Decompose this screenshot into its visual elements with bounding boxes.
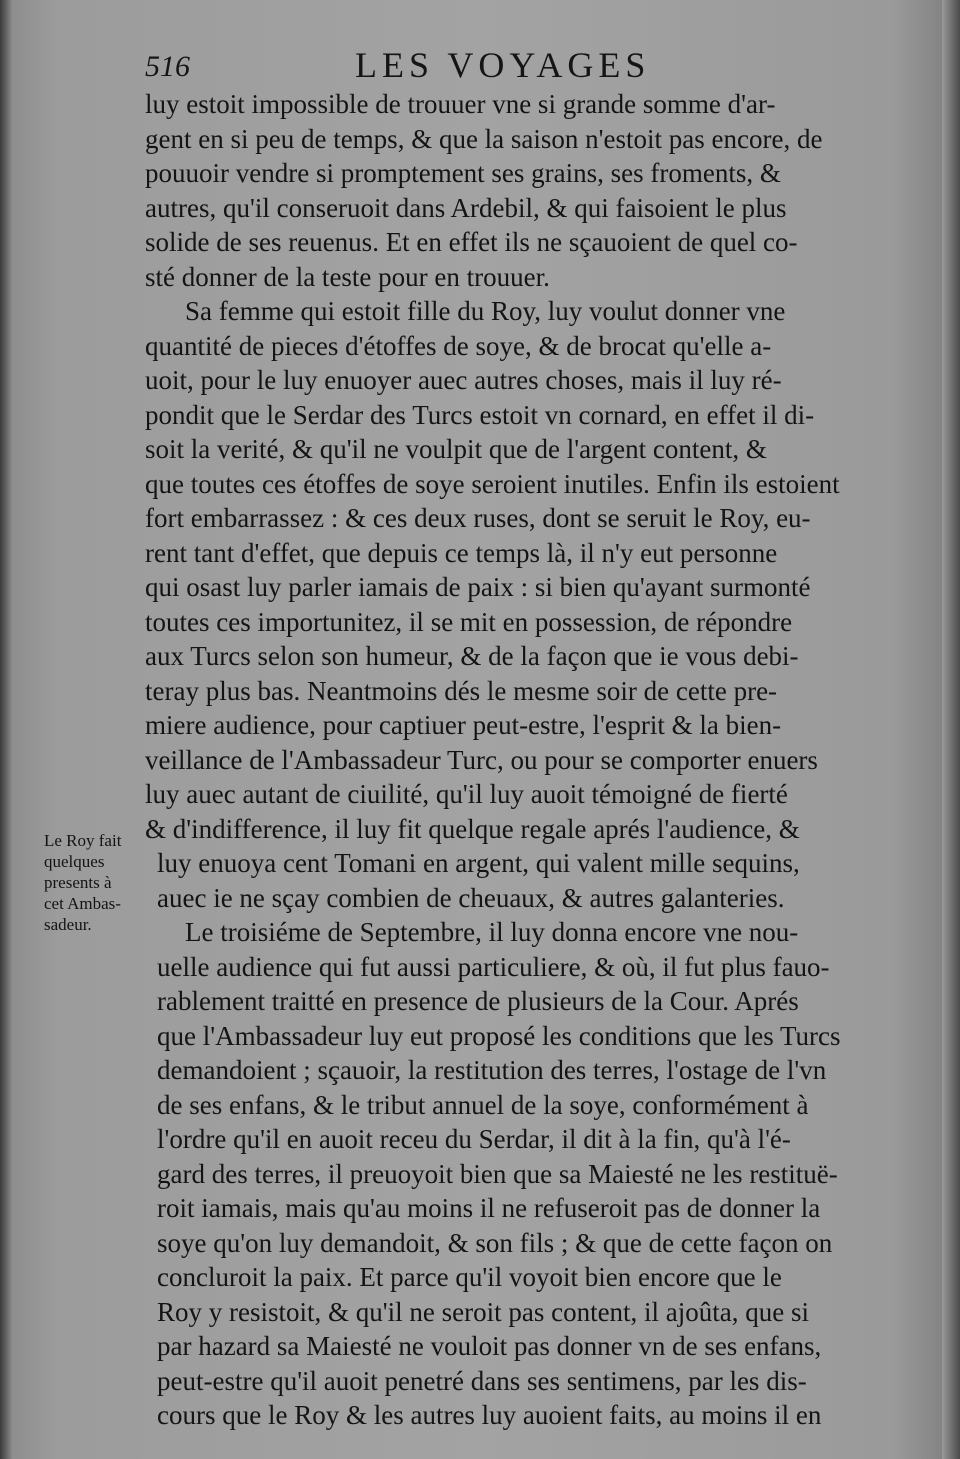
text-line: que l'Ambassadeur luy eut proposé les conditions que les Turcs xyxy=(157,1020,841,1051)
text-line: gent en si peu de temps, & que la saison n'estoit pas encore, de xyxy=(145,123,823,154)
body-text xyxy=(145,87,915,1433)
text-line: peut-estre qu'il auoit penetré dans ses sentimens, par les dis- xyxy=(157,1365,807,1396)
text-line: gard des terres, il preuoyoit bien que sa Maiesté ne les restituë- xyxy=(157,1158,838,1189)
text-line: aux Turcs selon son humeur, & de la façon que ie vous debi- xyxy=(145,641,799,671)
text-line: soye qu'on luy demandoit, & son fils ; & que de cette façon on xyxy=(157,1227,833,1258)
text-line: roit iamais, mais qu'au moins il ne refuseroit pas de donner la xyxy=(157,1193,821,1223)
margin-note-line: quelques xyxy=(44,852,105,871)
text-line: quantité de pieces d'étoffes de soye, & de brocat qu'elle a- xyxy=(145,330,772,361)
text-line: uoit, pour le luy enuoyer auec autres choses, mais il luy ré- xyxy=(145,365,782,395)
margin-note-line: presents à xyxy=(44,873,112,892)
text-line: rent tant d'effet, que depuis ce temps là, il n'y eut personne xyxy=(145,537,778,568)
text-line: cours que le Roy & les autres luy auoient faits, au moins il en xyxy=(157,1400,822,1430)
text-line: teray plus bas. Neantmoins dés le mesme soir de cette pre- xyxy=(145,675,778,706)
text-line: concluroit la paix. Et parce qu'il voyoit bien encore que le xyxy=(157,1262,782,1292)
page-right-edge xyxy=(942,0,960,1459)
text-line: Roy y resistoit, & qu'il ne seroit pas content, il ajoûta, que si xyxy=(157,1296,810,1327)
page-header xyxy=(145,42,915,92)
text-line: miere audience, pour captiuer peut-estre, l'esprit & la bien- xyxy=(145,710,782,740)
text-line: solide de ses reuenus. Et en effet ils ne sçauoient de quel co- xyxy=(145,227,798,257)
text-line: uelle audience qui fut aussi particuliere, & où, il fut plus fauo- xyxy=(157,951,830,982)
margin-note-line: cet Ambas- xyxy=(44,894,121,913)
text-line: pondit que le Serdar des Turcs estoit vn cornard, en effet il di- xyxy=(145,399,815,430)
text-line: rablement traitté en presence de plusieurs de la Cour. Aprés xyxy=(157,986,799,1016)
page-number: 516 xyxy=(145,50,190,83)
text-line: que toutes ces étoffes de soye seroient inutiles. Enfin ils estoient xyxy=(145,468,840,499)
text-line: toutes ces importunitez, il se mit en possession, de répondre xyxy=(145,606,793,637)
margin-note xyxy=(44,830,156,935)
text-line: autres, qu'il conseruoit dans Ardebil, & qui faisoient le plus xyxy=(145,192,787,223)
page-left-edge xyxy=(0,0,12,1459)
text-line: pouuoir vendre si promptement ses grains, ses froments, & xyxy=(145,158,781,188)
text-line: fort embarrassez : & ces deux ruses, dont se seruit le Roy, eu- xyxy=(145,503,811,533)
text-line: luy auec autant de ciuilité, qu'il luy auoit témoigné de fierté xyxy=(145,779,788,809)
text-line: Le troisiéme de Septembre, il luy donna encore vne nou- xyxy=(185,917,799,947)
text-line: l'ordre qu'il en auoit receu du Serdar, il dit à la fin, qu'à l'é- xyxy=(157,1124,791,1154)
text-line: veillance de l'Ambassadeur Turc, ou pour se comporter enuers xyxy=(145,744,818,775)
text-line: & d'indifference, il luy fit quelque regale aprés l'audience, & xyxy=(145,813,800,844)
text-line: auec ie ne sçay combien de cheuaux, & autres galanteries. xyxy=(157,882,785,913)
margin-note-line: sadeur. xyxy=(44,915,92,934)
text-line: qui osast luy parler iamais de paix : si bien qu'ayant surmonté xyxy=(145,572,811,602)
margin-note-line: Le Roy fait xyxy=(44,831,122,850)
text-line: de ses enfans, & le tribut annuel de la soye, conformément à xyxy=(157,1089,809,1120)
text-line: luy enuoya cent Tomani en argent, qui valent mille sequins, xyxy=(157,848,800,878)
text-line: luy estoit impossible de trouuer vne si grande somme d'ar- xyxy=(145,89,776,119)
text-line: Sa femme qui estoit fille du Roy, luy voulut donner vne xyxy=(185,296,786,326)
text-line: par hazard sa Maiesté ne vouloit pas donner vn de ses enfans, xyxy=(157,1331,822,1361)
text-line: soit la verité, & qu'il ne voulpit que de l'argent content, & xyxy=(145,434,767,464)
text-line: demandoient ; sçauoir, la restitution des terres, l'ostage de l'vn xyxy=(157,1055,827,1085)
text-line: sté donner de la teste pour en trouuer. xyxy=(145,261,550,292)
running-title: LES VOYAGES xyxy=(355,45,651,85)
